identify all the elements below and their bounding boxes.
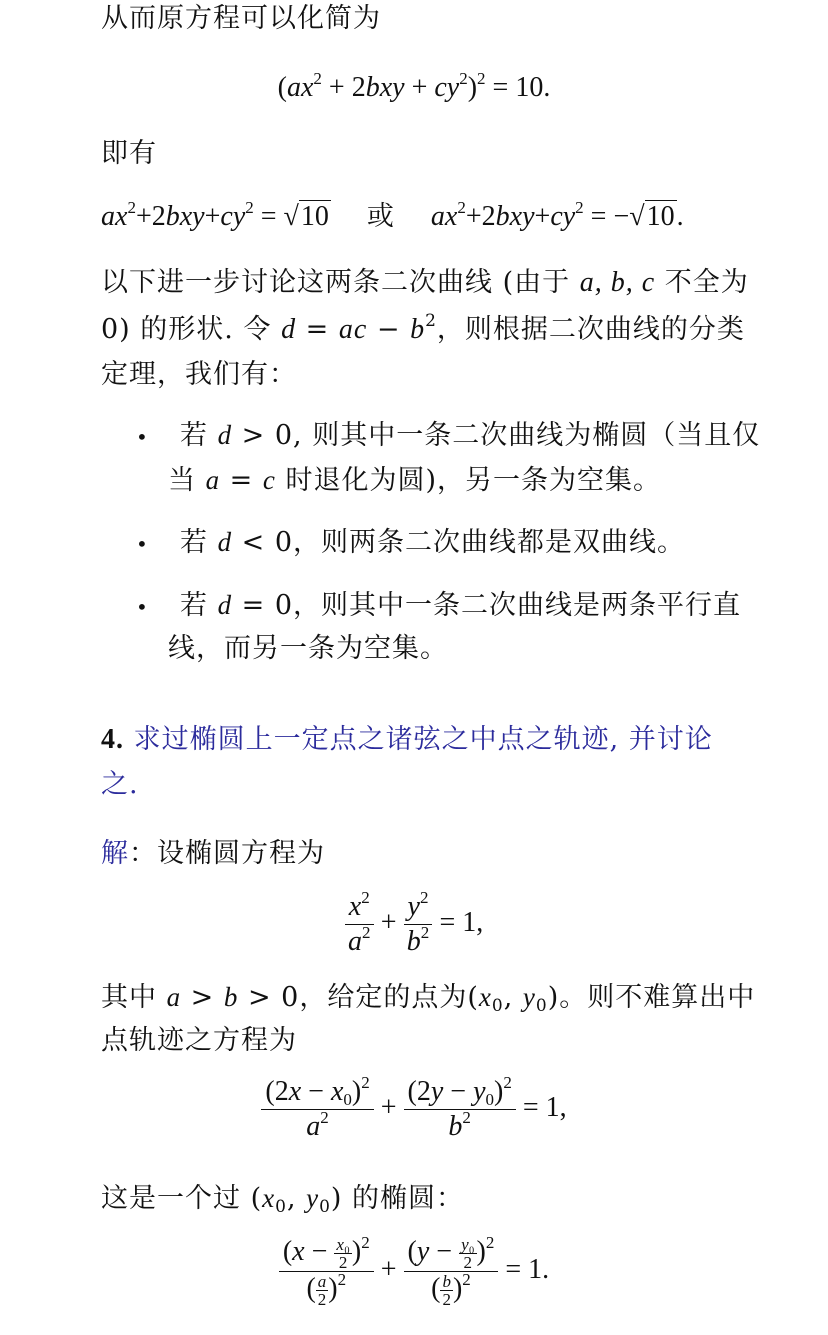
solution-text: ，给定的点为	[299, 982, 468, 1013]
para-text: ，则根据二次曲线的分类	[436, 314, 745, 345]
bullet-item: • 若 d = 0，则其中一条二次曲线是两条平行直	[136, 590, 742, 621]
bullet-text: ，则其中一条二次曲线是两条平行直	[293, 590, 742, 621]
equation-two-cases: $ax^2+2bxy+cy^2 = √10$ 或 $ax^2+2bxy+cy^2 = -√10$.	[101, 198, 684, 232]
bullet-dot: •	[136, 532, 149, 556]
bullet-dot: •	[136, 595, 149, 619]
problem-text: 求过椭圆上一定点之诸弦之中点之轨迹, 并讨论	[133, 724, 713, 755]
bullet-text: , 则其中一条二次曲线为椭圆（当且仅	[293, 420, 761, 451]
solution-intro	[101, 837, 325, 871]
bullet-text: 时退化为圆)，另一条为空集。	[285, 465, 662, 496]
bullet-text: ，则两条二次曲线都是双曲线。	[293, 527, 686, 558]
solution-text: 。则不难算出中	[559, 982, 756, 1013]
bullet-item-continued: 线，而另一条为空集。	[168, 633, 448, 664]
paragraph-line: 定理，我们有：	[101, 359, 297, 390]
solution-text: 这是一个过	[101, 1183, 241, 1214]
equation-locus: $\frac{(2x - x_0)^2}{a^2}$ + $\frac{(2y - y_0)^2}{b^2}$ = 1,	[0, 1075, 828, 1144]
paragraph-line: 这是一个过 ($x_0$, $y_0$) 的椭圆：	[101, 1183, 465, 1217]
equation-final: (x − $\frac{\text{x₀}}{2}$ )$^2$ ( $\frac{a}{2}$ )$^2$ + (y − $\frac{\text{y₀}}{2}$ )$^2$ ( $\frac{b}{2}$ )$^2$ = 1.	[0, 1235, 828, 1308]
or-word: 或	[366, 201, 395, 232]
bullet-item: • 若 d > 0, 则其中一条二次曲线为椭圆（当且仅	[136, 420, 761, 451]
paragraph-line: 以下进一步讨论这两条二次曲线 (由于 a, b, c 不全为	[101, 267, 749, 298]
paragraph-line: 其中 a > b > 0，给定的点为($x_0$, $y_0$)。则不难算出中	[101, 982, 756, 1016]
equation-tail: = 10.	[492, 72, 551, 103]
problem-text-continued: 之.	[101, 769, 139, 800]
text-line: 即有	[101, 138, 157, 169]
bullet-text: 若	[179, 590, 208, 621]
bullet-text: 若	[179, 527, 208, 558]
para-text: 0) 的形状. 令	[101, 314, 272, 345]
problem-heading	[101, 723, 713, 757]
bullet-dot: •	[136, 425, 149, 449]
solution-text: ：设椭圆方程为	[129, 838, 325, 869]
equation-simplified: $(ax^2 + 2bxy + cy^2)^2 = 10$.	[277, 69, 551, 103]
paragraph-line: 0) 的形状. 令 d = ac − $b^2$，则根据二次曲线的分类	[101, 311, 745, 345]
problem-number: 4.	[101, 724, 124, 755]
solution-text: 的椭圆：	[352, 1183, 465, 1214]
bullet-item: • 若 d < 0，则两条二次曲线都是双曲线。	[136, 527, 686, 558]
text-line: 从而原方程可以化简为	[101, 3, 381, 34]
para-text: 不全为	[664, 267, 749, 298]
solution-label: 解	[101, 838, 129, 869]
bullet-text: 当	[168, 465, 196, 496]
paragraph-line: 点轨迹之方程为	[101, 1025, 297, 1056]
equation-ellipse: $\frac{x^2}{a^2}$ + $\frac{y^2}{b^2}$ = 1,	[0, 890, 828, 959]
bullet-text: 若	[179, 420, 208, 451]
para-text: 以下进一步讨论这两条二次曲线 (由于	[101, 267, 571, 298]
solution-text: 其中	[101, 982, 157, 1013]
bullet-item-continued: 当 a = c 时退化为圆)，另一条为空集。	[168, 465, 662, 496]
